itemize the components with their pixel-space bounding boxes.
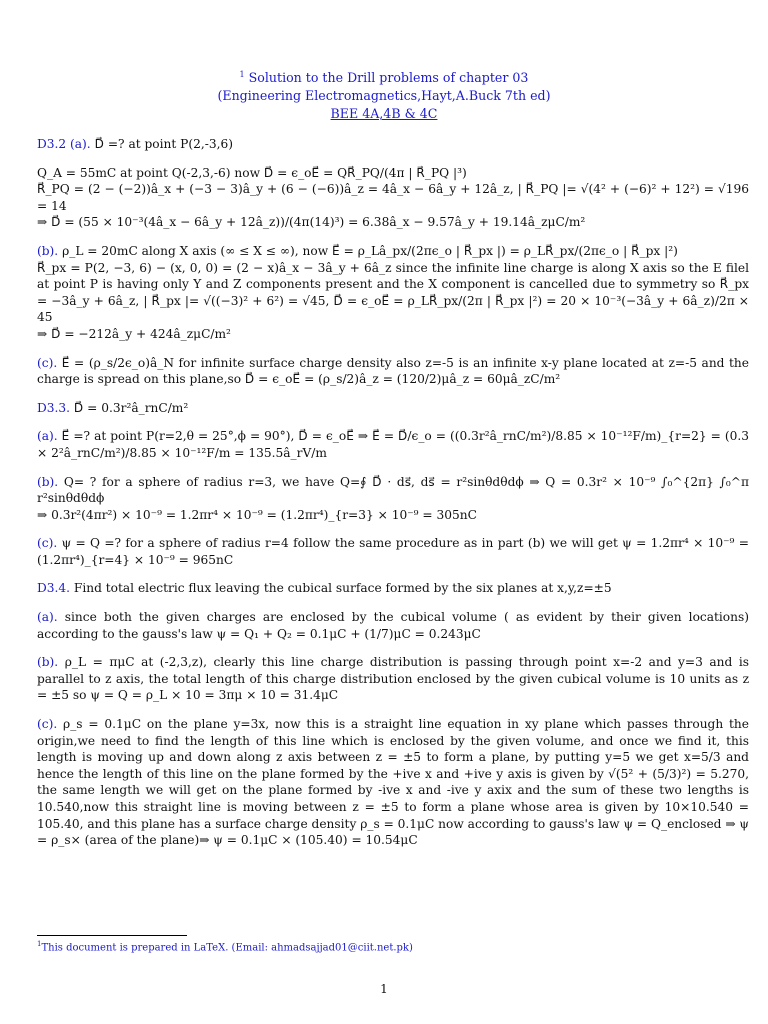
paragraph	[37, 535, 749, 568]
problem-label: (c).	[37, 355, 58, 370]
course-label: BEE 4A,4B & 4C	[330, 106, 438, 122]
problem-label: D3.4.	[37, 581, 71, 596]
equation-line: D⃗ =? at point P(2,-3,6)	[94, 137, 233, 151]
problem-label: (a).	[37, 429, 58, 444]
document-title: Solution to the Drill problems of chapter 03	[248, 70, 529, 86]
problem-label: (a).	[37, 610, 58, 625]
problem-label: (c).	[37, 717, 58, 732]
title-footnote-mark: 1	[239, 70, 245, 79]
document-body	[37, 136, 749, 861]
paragraph	[37, 609, 749, 642]
paragraph	[37, 165, 749, 231]
paragraph	[37, 716, 749, 849]
paragraph	[37, 136, 749, 153]
problem-label: D3.3.	[37, 400, 71, 415]
paragraph	[37, 580, 749, 597]
equation-line: D⃗ = 0.3r²â_rnC/m²	[73, 400, 189, 415]
paragraph	[37, 355, 749, 388]
equation-line: R⃗_PQ = (2 − (−2))â_x + (−3 − 3)â_y + (6 − (−6))â_z = 4â_x − 6â_y + 12â_z, | R⃗_PQ |= √(4² + (−6)² + 12²) = √196 = 14	[37, 182, 749, 213]
equation-line: Find total electric flux leaving the cubical surface formed by the six planes at x,y,z=±5	[73, 581, 612, 596]
equation-line: since both the given charges are enclosed by the cubical volume ( as evident by their given locations) according to the gauss's law ψ = Q₁ + Q₂ = 0.1μC + (1/7)μC = 0.243μC	[37, 610, 749, 641]
header-title-line	[0, 66, 768, 87]
document-subtitle: (Engineering Electromagnetics,Hayt,A.Buck 7th ed)	[217, 88, 551, 104]
paragraph	[37, 474, 749, 524]
document-header	[0, 66, 768, 123]
footnote	[37, 940, 413, 953]
problem-label: (b).	[37, 243, 59, 258]
footnote-mark: 1	[37, 940, 42, 948]
footnote-text: This document is prepared in LaTeX. (Email: ahmadsajjad01@ciit.net.pk)	[41, 942, 413, 954]
problem-label: (b).	[37, 474, 59, 489]
page-number: 1	[380, 982, 388, 996]
equation-line: ⇒ D⃗ = (55 × 10⁻³(4â_x − 6â_y + 12â_z))/(4π(14)³) = 6.38â_x − 9.57â_y + 19.14â_zμC/m²	[37, 215, 586, 230]
equation-line: ⇒ 0.3r²(4πr²) × 10⁻⁹ = 1.2πr⁴ × 10⁻⁹ = (1.2πr⁴)_{r=3} × 10⁻⁹ = 305nC	[37, 507, 477, 522]
equation-line: ρ_L = 20mC along X axis (∞ ≤ X ≤ ∞), now E⃗ = ρ_Lâ_px/(2πϵ_o | R⃗_px |) = ρ_LR⃗_px/(2πϵ_o | R⃗_px |²)	[62, 243, 678, 258]
problem-label: (c).	[37, 536, 58, 551]
equation-line: ⇒ D⃗ = −212â_y + 424â_zμC/m²	[37, 326, 231, 341]
equation-line: Q= ? for a sphere of radius r=3, we have Q=∮ D⃗ · ds⃗, ds⃗ = r²sinθdθdϕ ⇒ Q = 0.3r² × 10⁻⁹ ∫₀^{2π} ∫₀^π r²sinθdθdϕ	[37, 474, 749, 506]
footnote-divider	[37, 935, 187, 936]
paragraph	[37, 243, 749, 343]
equation-line: E⃗ = (ρ_s/2ϵ_o)â_N for infinite surface charge density also z=-5 is an infinite x-y plane located at z=-5 and the charge is spread on this plane,so D⃗ = ϵ_oE⃗ = (ρ_s/2)â_z = (120/2)μâ_z = 60μâ_zC/m²	[37, 355, 749, 387]
paragraph	[37, 400, 749, 417]
paragraph	[37, 428, 749, 461]
equation-line: ρ_L = πμC at (-2,3,z), clearly this line charge distribution is passing through point x=-2 and y=3 and is parallel to z axis, the total length of this charge distribution enclosed by the given cubical volume is 10 units as z = ±5 so ψ = Q = ρ_L × 10 = 3πμ × 10 = 31.4μC	[37, 655, 749, 703]
equation-line: ψ = Q =? for a sphere of radius r=4 follow the same procedure as in part (b) we will get ψ = 1.2πr⁴ × 10⁻⁹ = (1.2πr⁴)_{r=4} × 10⁻⁹ = 965nC	[37, 536, 749, 567]
paragraph	[37, 654, 749, 704]
problem-label: (b).	[37, 655, 59, 670]
equation-line: ρ_s = 0.1μC on the plane y=3x, now this is a straight line equation in xy plane which passes through the origin,we need to find the length of this line which is enclosed by the given volume, and once we find it, this length is moving up and down along z axis between z = ±5 to form a plane, by putting y=5 we get x=5/3 and hence the length of this line on the plane formed by the +ive x and +ive y axis is given by √(5² + (5/3)²) = 5.270, the same length we will get on the plane formed by -ive x and -ive y axix and the sum of these two lengths is 10.540,now this straight line is moving between z = ±5 to form a plane whose area is given by 10×10.540 = 105.40, and this plane has a surface charge density ρ_s = 0.1μC now according to gauss's law ψ = Q_enclosed ⇒ ψ = ρ_s× (area of the plane)⇒ ψ = 0.1μC × (105.40) = 10.54μC	[37, 717, 749, 848]
equation-line: Q_A = 55mC at point Q(-2,3,-6) now D⃗ = ϵ_oE⃗ = QR⃗_PQ/(4π | R⃗_PQ |³)	[37, 165, 467, 180]
equation-line: E⃗ =? at point P(r=2,θ = 25°,ϕ = 90°), D⃗ = ϵ_oE⃗ ⇒ E⃗ = D⃗/ϵ_o = ((0.3r²â_rnC/m²)/8.85 × 10⁻¹²F/m)_{r=2} = (0.3 × 2²â_rnC/m²)/8.85 × 10⁻¹²F/m = 135.5â_rV/m	[37, 429, 749, 460]
problem-label: D3.2 (a).	[37, 137, 91, 151]
equation-line: R⃗_px = P(2, −3, 6) − (x, 0, 0) = (2 − x)â_x − 3â_y + 6â_z since the infinite line charge is along X axis so the E filel at point P is having only Y and Z components present and the X component is cancelled due to symmetry so R⃗_px = −3â_y + 6â_z, | R⃗_px |= √((−3)² + 6²) = √45, D⃗ = ϵ_oE⃗ = ρ_LR⃗_px/(2π | R⃗_px |²) = 20 × 10⁻³(−3â_y + 6â_z)/2π × 45	[37, 260, 749, 325]
